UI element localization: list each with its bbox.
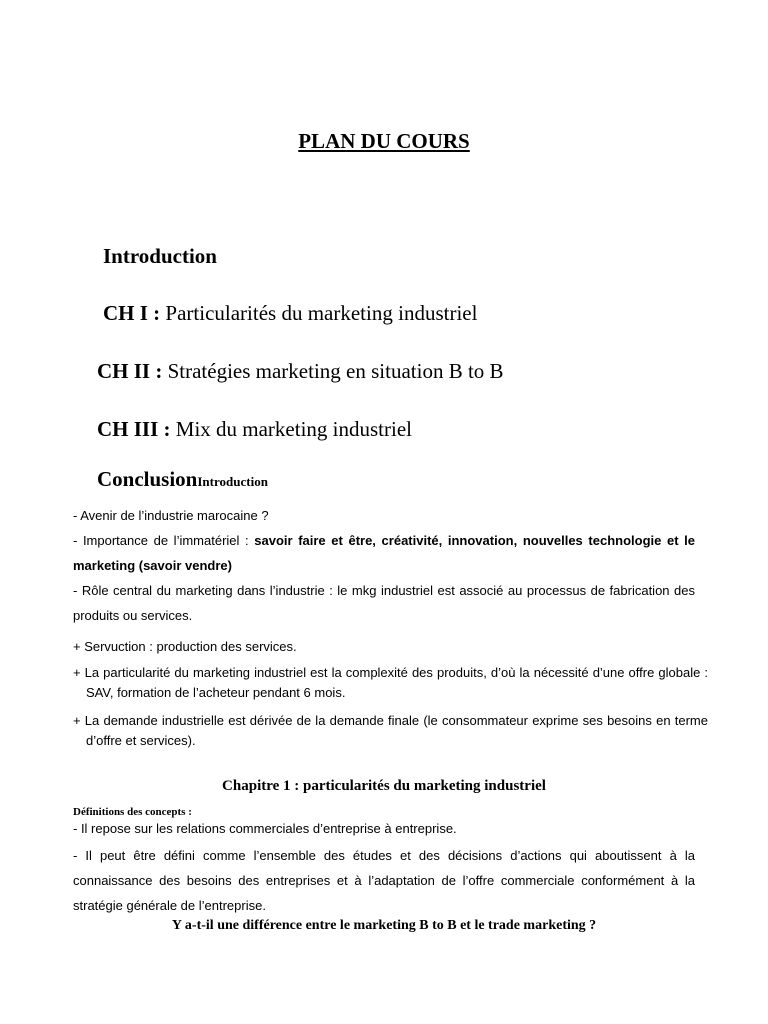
toc-chapter-1-label: CH I :	[103, 301, 161, 325]
intro-paragraph-4: + Servuction : production des services.	[73, 639, 297, 654]
toc-chapter-3-label: CH III :	[97, 417, 171, 441]
intro-paragraph-2-bold: savoir faire et être, créativité, innovation, nouvelles technologie et le marketing (savoir vendre)	[73, 533, 695, 573]
intro-paragraph-1: - Avenir de l’industrie marocaine ?	[73, 508, 269, 523]
chapter-1-title: Chapitre 1 : particularités du marketing industriel	[222, 778, 546, 794]
chapter-1-paragraph-1: - Il repose sur les relations commerciales d’entreprise à entreprise.	[73, 821, 457, 836]
toc-chapter-2-label: CH II :	[97, 359, 163, 383]
introduction-heading: Introduction	[197, 474, 268, 489]
intro-paragraph-5: + La particularité du marketing industriel est la complexité des produits, d’où la nécessité d’une offre globale : SAV, formation de l’acheteur pendant 6 mois.	[73, 665, 708, 700]
toc-introduction: Introduction	[103, 244, 217, 268]
chapter-1-paragraph-2: - Il peut être défini comme l’ensemble des études et des décisions d’actions qui aboutissent à la connaissance des besoins des entreprises et à l’adaptation de l’offre commerciale conformément à la stratégie générale de l’entreprise.	[73, 848, 695, 913]
page-title: PLAN DU COURS	[298, 129, 470, 153]
intro-paragraph-2	[73, 528, 695, 578]
chapter-1-question: Y a-t-il une différence entre le marketing B to B et le trade marketing ?	[171, 918, 597, 933]
intro-paragraph-3: - Rôle central du marketing dans l’industrie : le mkg industriel est associé au processus de fabrication des produits ou services.	[73, 583, 695, 623]
definitions-label: Définitions des concepts :	[73, 806, 192, 818]
toc-chapter-1	[103, 301, 477, 326]
intro-paragraph-6: + La demande industrielle est dérivée de la demande finale (le consommateur exprime ses besoins en terme d’offre et services).	[73, 713, 708, 748]
toc-chapter-2-text: Stratégies marketing en situation B to B	[162, 359, 504, 383]
toc-chapter-2	[97, 359, 504, 384]
toc-conclusion-label: Conclusion	[97, 467, 198, 491]
toc-chapter-3	[97, 417, 412, 442]
toc-chapter-1-text: Particularités du marketing industriel	[160, 301, 478, 325]
intro-paragraph-2-prefix: - Importance de l’immatériel :	[73, 533, 255, 548]
toc-conclusion	[97, 467, 268, 492]
toc-chapter-3-text: Mix du marketing industriel	[170, 417, 412, 441]
